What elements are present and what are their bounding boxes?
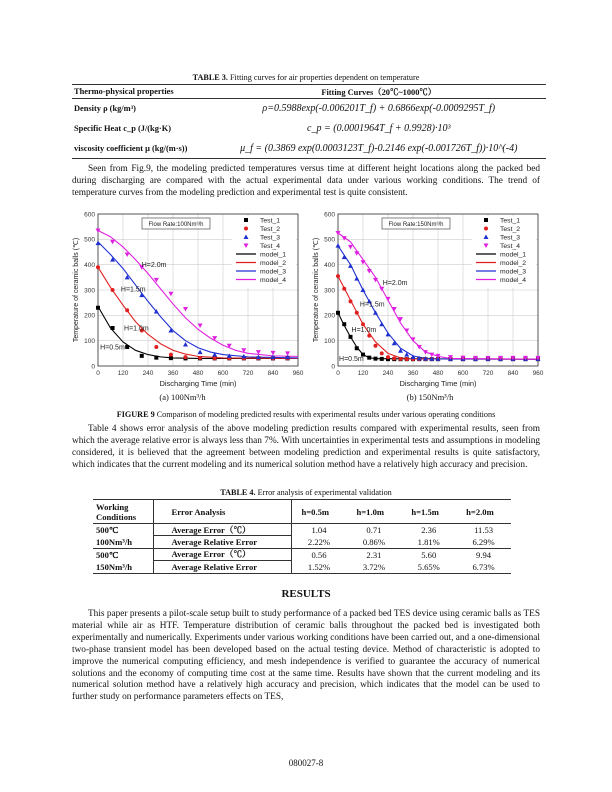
y-tick-label: 400 [84, 261, 95, 269]
table-row [72, 139, 546, 159]
chart-a [60, 205, 305, 390]
data-point-Test_4 [379, 287, 384, 292]
height-annotation: H=1.5m [120, 286, 146, 294]
data-point-Test_2 [349, 299, 353, 303]
y-axis-label: Temperature of ceramic balls (℃) [73, 237, 80, 343]
x-tick-label: 360 [407, 370, 419, 377]
data-point-Test_2 [380, 351, 384, 355]
data-point-Test_1 [96, 306, 100, 310]
height-annotation: H=0.5m [339, 355, 364, 363]
height-annotation: H=1.0m [351, 326, 377, 334]
cell-value: 1.52% [291, 561, 347, 573]
data-point-Test_1 [140, 354, 144, 358]
y-tick-label: 600 [84, 211, 95, 219]
table-row [93, 548, 511, 560]
legend-label: Test_3 [260, 234, 281, 242]
figure-caption: FIGURE 9 Comparison of modeling predicted results with experimental results under various operating conditions [116, 410, 496, 419]
cell-formula: μ_f = (0.3869 exp(0.0003123T_f)-0.2146 exp(-0.001726T_f))·10^(-4) [212, 139, 546, 159]
cell-value: 5.65% [401, 561, 456, 573]
data-point-Test_2 [367, 334, 371, 338]
chart-title: Flow Rate:100Nm³/h [148, 222, 204, 228]
x-tick-label: 0 [336, 370, 340, 377]
x-tick-label: 480 [192, 370, 204, 377]
cell-value: 2.31 [366, 549, 382, 560]
height-annotation: H=2.0m [141, 262, 167, 270]
legend-label: model_3 [260, 268, 287, 276]
data-point-Test_1 [169, 356, 173, 360]
table-row [93, 561, 511, 573]
legend-label: Test_2 [500, 226, 521, 233]
cell-value: 2.22% [291, 536, 347, 548]
header-conditions: Working Conditions [93, 500, 153, 524]
paragraph-2: Table 4 shows error analysis of the above modeling prediction results compared with experimental results, seen from which the average relative error is always less than 7%. With uncertainties in experimental tests and assumptions in modeling considered, it is believed that the agreement between modeling prediction and experimental results is quite satisfactory, which indicates that the current modeling and its numerical solution method have a relatively high accuracy and precision. [72, 424, 540, 470]
table-4 [93, 499, 511, 574]
legend-marker-Test_2 [484, 227, 488, 231]
cell-value: 3.72% [347, 561, 402, 573]
data-point-Test_2 [184, 355, 188, 359]
data-point-Test_3 [373, 310, 378, 315]
y-tick-label: 0 [91, 363, 95, 371]
cell-value: 1.04 [311, 524, 327, 535]
data-point-Test_4 [404, 329, 409, 334]
x-axis-label: Discharging Time (min) [159, 379, 237, 388]
paragraph-1: Seen from Fig.9, the modeling predicted temperatures versus time at different height locations along the packed bed during discharging are compared with the actual experimental data under various working conditions. The trend of temperature curves from the modeling prediction and experimental test is quite consistent. [72, 164, 540, 198]
cell-value: 0.86% [347, 536, 402, 548]
chart-title: Flow Rate:150Nm³/h [388, 222, 444, 228]
data-point-Test_4 [125, 253, 130, 258]
data-point-Test_4 [198, 323, 203, 328]
data-point-Test_1 [380, 357, 384, 361]
cell-value: 6.73% [456, 561, 511, 573]
data-point-Test_4 [285, 351, 290, 356]
height-annotation: H=1.5m [359, 301, 385, 309]
data-point-Test_3 [336, 243, 341, 248]
cell-formula: c_p = (0.0001964T_f + 0.9928)·10³ [307, 123, 451, 134]
legend-marker-Test_2 [244, 227, 248, 231]
data-point-Test_3 [348, 263, 353, 268]
x-tick-label: 360 [167, 370, 179, 377]
data-point-Test_3 [379, 322, 384, 327]
data-point-Test_2 [125, 308, 129, 312]
x-tick-label: 720 [482, 370, 494, 377]
legend-marker-Test_1 [244, 218, 248, 222]
header-h20: h=2.0m [456, 500, 511, 524]
data-point-Test_3 [354, 276, 359, 281]
x-tick-label: 960 [532, 370, 544, 377]
data-point-Test_3 [342, 255, 347, 259]
paragraph-3: This paper presents a pilot-scale setup built to study performance of a packed bed TES device using ceramic balls as TES material while air as HTF. Temperature distribution of ceramic balls throughout the packed bed is investigated both experimentally and numerically. Experiments under various working conditions have been carried out, and a one-dimensional two-phase transient model has been developed based on the actual testing device. Method of characteristic is adopted to improve the numerical computing efficiency, and mesh independence is verified to guarantee the accuracy of numerical solutions and the economy of computing time cost at the same time. Results have shown that the current modeling and its numerical solution method have a relatively high accuracy and precision, which indicates that the model can be used to further study on performance parameters effects on TES, [72, 609, 540, 703]
cell-value: 5.60 [421, 549, 437, 560]
data-point-Test_2 [405, 357, 409, 361]
height-annotation: H=1.0m [124, 325, 149, 333]
header-h10: h=1.0m [347, 500, 402, 524]
x-tick-label: 840 [267, 370, 279, 377]
cell-condition: 150Nm³/h [93, 561, 153, 573]
legend-label: Test_1 [260, 217, 281, 225]
cell-condition: 100Nm³/h [93, 536, 153, 548]
data-point-Test_2 [342, 287, 346, 291]
data-point-Test_2 [213, 356, 217, 360]
cell-value: 6.29% [456, 536, 511, 548]
cell-formula: ρ=0.5988exp(-0.006201T_f) + 0.6866exp(-0.0009295T_f) [262, 103, 496, 115]
data-point-Test_4 [271, 351, 276, 356]
legend-label: Test_3 [500, 234, 521, 242]
legend-label: model_2 [500, 260, 527, 267]
table-row [72, 99, 546, 119]
y-tick-label: 500 [84, 236, 95, 244]
table4-caption: TABLE 4. Error analysis of experimental validation [220, 488, 392, 497]
cell-property: Density ρ (kg/m³) [74, 104, 136, 114]
cell-value: 9.94 [476, 549, 492, 560]
x-tick-label: 0 [96, 370, 100, 377]
data-point-Test_2 [154, 345, 158, 349]
height-annotation: H=0.5m [100, 344, 125, 352]
data-point-Test_1 [355, 346, 359, 350]
y-tick-label: 300 [84, 287, 95, 295]
table-row [93, 524, 511, 536]
cell-value: 2.36 [421, 524, 437, 535]
data-point-Test_1 [111, 326, 115, 330]
legend-label: model_4 [500, 277, 527, 284]
y-tick-label: 400 [324, 261, 335, 269]
data-point-Test_2 [392, 356, 396, 360]
data-point-Test_4 [168, 292, 173, 297]
y-tick-label: 100 [324, 337, 335, 345]
data-point-Test_2 [355, 311, 359, 315]
legend-label: Test_2 [260, 226, 281, 233]
data-point-Test_2 [399, 357, 403, 361]
cell-value: 0.71 [366, 524, 382, 535]
legend-marker-Test_1 [484, 218, 488, 222]
x-tick-label: 960 [292, 370, 304, 377]
data-point-Test_2 [374, 344, 378, 348]
cell-label: Average Error（℃） [153, 524, 291, 536]
data-point-Test_2 [96, 265, 100, 269]
data-point-Test_1 [154, 356, 158, 360]
y-tick-label: 0 [331, 363, 335, 371]
data-point-Test_3 [386, 332, 391, 336]
cell-value: 11.53 [474, 524, 494, 535]
table3-caption: TABLE 3. Fitting curves for air properties dependent on temperature [192, 73, 420, 82]
x-tick-label: 120 [117, 370, 129, 377]
data-point-Test_1 [349, 335, 353, 339]
data-point-Test_1 [374, 357, 378, 361]
subcaption-b: (b) 150Nm³/h [406, 392, 454, 402]
data-point-Test_3 [198, 350, 203, 355]
header-fitting: Fitting Curves（20℃~1000℃） [212, 85, 546, 99]
cell-condition: 500℃ [93, 548, 153, 560]
results-heading: RESULTS [281, 588, 331, 600]
legend-label: Test_4 [500, 243, 521, 250]
legend-label: model_4 [260, 277, 287, 284]
cell-condition: 500℃ [93, 524, 153, 536]
data-point-Test_4 [411, 337, 416, 342]
data-point-Test_1 [336, 311, 340, 315]
x-tick-label: 120 [357, 370, 369, 377]
data-point-Test_2 [198, 356, 202, 360]
x-tick-label: 480 [432, 370, 444, 377]
data-point-Test_2 [386, 355, 390, 359]
y-tick-label: 300 [324, 287, 335, 295]
legend-label: model_1 [500, 251, 527, 259]
data-point-Test_4 [183, 307, 188, 312]
data-point-Test_2 [169, 353, 173, 357]
x-tick-label: 600 [457, 370, 469, 377]
data-point-Test_2 [361, 322, 365, 326]
x-tick-label: 840 [507, 370, 519, 377]
data-point-Test_4 [110, 240, 115, 245]
legend-label: Test_1 [500, 217, 521, 225]
y-tick-label: 200 [324, 312, 335, 320]
cell-label: Average Error（℃） [153, 548, 291, 560]
legend-label: Test_4 [260, 243, 281, 250]
table-3 [72, 84, 546, 159]
y-axis-label: Temperature of ceramic balls (℃) [313, 237, 320, 343]
height-annotation: H=2.0m [382, 279, 408, 287]
subcaption-a: (a) 100Nm³/h [159, 392, 206, 402]
header-property: Thermo-physical properties [72, 85, 212, 99]
cell-label: Average Relative Error [153, 536, 291, 548]
data-point-Test_2 [336, 274, 340, 278]
x-axis-label: Discharging Time (min) [399, 379, 477, 388]
x-tick-label: 720 [242, 370, 254, 377]
data-point-Test_1 [342, 322, 346, 326]
header-error-analysis: Error Analysis [153, 500, 291, 524]
table-row [93, 536, 511, 548]
data-point-Test_4 [96, 228, 101, 233]
cell-property: Specific Heat c_p (J/(kg·K) [74, 124, 171, 133]
data-point-Test_4 [348, 245, 353, 250]
chart-b [305, 205, 555, 390]
y-tick-label: 100 [84, 337, 95, 345]
cell-property: viscosity coefficient μ (kg/(m·s)) [72, 139, 212, 159]
data-point-Test_4 [386, 297, 391, 302]
header-h05: h=0.5m [291, 500, 347, 524]
y-tick-label: 200 [84, 312, 95, 320]
header-h15: h=1.5m [401, 500, 456, 524]
page-number: 080027-8 [288, 758, 324, 768]
cell-label: Average Relative Error [153, 561, 291, 573]
data-point-Test_1 [367, 356, 371, 360]
x-tick-label: 240 [382, 370, 394, 377]
cell-value: 1.81% [401, 536, 456, 548]
legend-label: model_1 [260, 251, 287, 259]
x-tick-label: 240 [142, 370, 154, 377]
data-point-Test_3 [183, 342, 188, 347]
y-tick-label: 600 [324, 211, 335, 219]
table-row [72, 119, 546, 139]
cell-value: 0.56 [311, 549, 327, 560]
y-tick-label: 500 [324, 236, 335, 244]
legend-label: model_3 [500, 268, 527, 276]
legend-label: model_2 [260, 260, 287, 267]
data-point-Test_2 [111, 288, 115, 292]
x-tick-label: 600 [217, 370, 229, 377]
data-point-Test_1 [125, 345, 129, 349]
